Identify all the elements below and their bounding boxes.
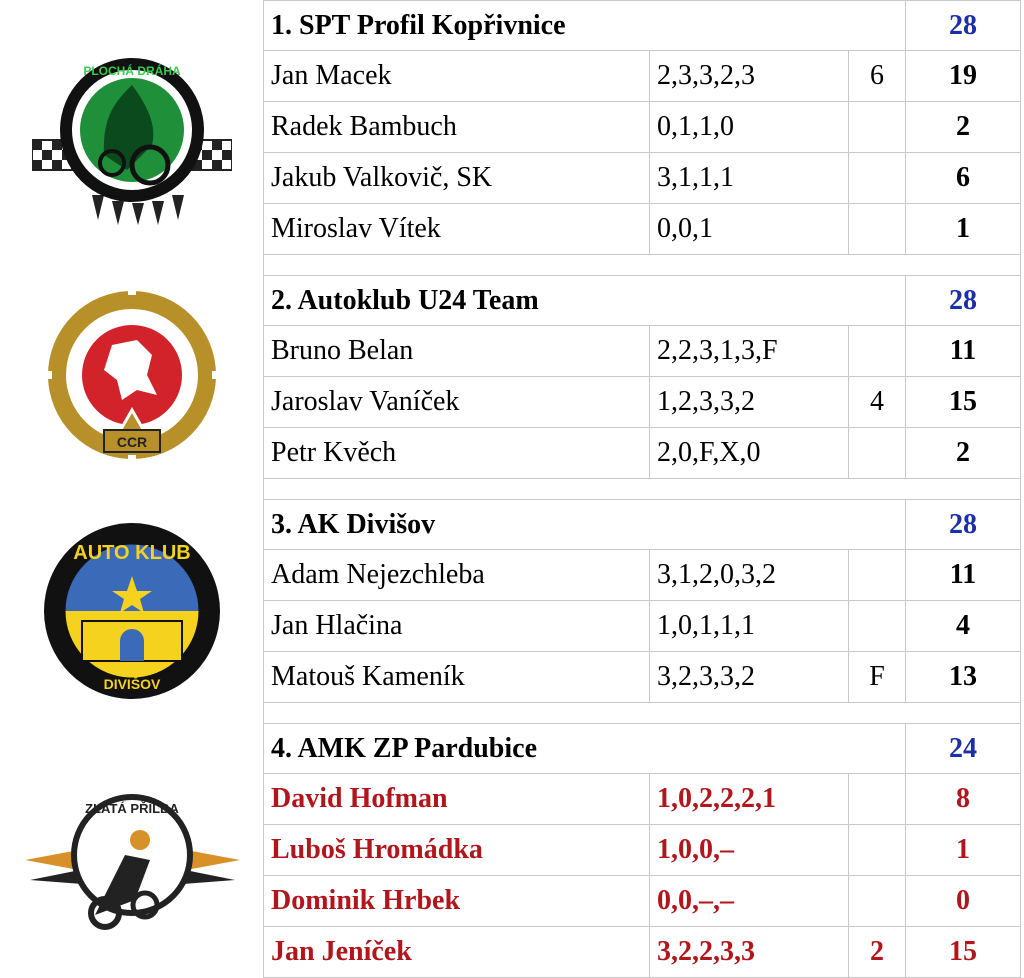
rider-total: 15 [906,927,1021,978]
rider-name: Dominik Hrbek [264,876,650,927]
rider-name: Radek Bambuch [264,102,650,153]
rider-total: 19 [906,51,1021,102]
rider-row [264,652,1021,703]
rider-heats: 2,3,3,2,3 [650,51,849,102]
rider-bonus [849,601,906,652]
zlata-prilba-logo-icon [25,785,240,935]
rider-bonus [849,550,906,601]
rider-name: Matouš Kameník [264,652,650,703]
rider-row [264,102,1021,153]
rider-total: 11 [906,326,1021,377]
rider-total: 8 [906,774,1021,825]
rider-name: Jan Jeníček [264,927,650,978]
rider-row [264,825,1021,876]
rider-heats: 0,0,–,– [650,876,849,927]
rider-total: 6 [906,153,1021,204]
rider-row [264,428,1021,479]
logo-ak-divisov [18,518,246,703]
rider-total: 0 [906,876,1021,927]
rider-total: 15 [906,377,1021,428]
rider-heats: 1,0,1,1,1 [650,601,849,652]
logo-koprivnice [18,45,246,225]
rider-heats: 2,2,3,1,3,F [650,326,849,377]
team-row [264,724,1021,774]
team-total: 28 [906,500,1021,550]
rider-row [264,927,1021,978]
logo-autoklub-cr [18,285,246,465]
rider-name: Jaroslav Vaníček [264,377,650,428]
rider-row [264,601,1021,652]
rider-name: Jan Macek [264,51,650,102]
rider-heats: 1,2,3,3,2 [650,377,849,428]
rider-name: Petr Kvěch [264,428,650,479]
rider-heats: 3,1,1,1 [650,153,849,204]
svg-text:DIVIŠOV: DIVIŠOV [103,675,161,692]
rider-total: 13 [906,652,1021,703]
rider-row [264,774,1021,825]
rider-row [264,51,1021,102]
rider-name: Bruno Belan [264,326,650,377]
spacer-row [264,479,1021,500]
rider-bonus [849,153,906,204]
rider-bonus [849,102,906,153]
rider-total: 1 [906,204,1021,255]
rider-row [264,377,1021,428]
team-total: 28 [906,276,1021,326]
rider-name: Adam Nejezchleba [264,550,650,601]
team-row [264,1,1021,51]
rider-heats: 2,0,F,X,0 [650,428,849,479]
results-table [263,0,1020,976]
rider-total: 11 [906,550,1021,601]
rider-heats: 0,1,1,0 [650,102,849,153]
team-row [264,276,1021,326]
rider-bonus [849,326,906,377]
rider-bonus: 4 [849,377,906,428]
rider-bonus [849,204,906,255]
rider-row [264,876,1021,927]
rider-row [264,326,1021,377]
rider-name: David Hofman [264,774,650,825]
rider-row [264,204,1021,255]
svg-text:ZLATÁ PŘILBA: ZLATÁ PŘILBA [84,801,179,816]
rider-total: 2 [906,428,1021,479]
team-title: 4. AMK ZP Pardubice [264,724,906,774]
rider-heats: 3,2,3,3,2 [650,652,849,703]
team-total: 24 [906,724,1021,774]
rider-name: Jakub Valkovič, SK [264,153,650,204]
rider-bonus [849,876,906,927]
rider-bonus [849,428,906,479]
rider-total: 2 [906,102,1021,153]
rider-bonus [849,774,906,825]
rider-heats: 3,2,2,3,3 [650,927,849,978]
logo-zlata-prilba [18,780,246,940]
rider-name: Miroslav Vítek [264,204,650,255]
team-title: 1. SPT Profil Kopřivnice [264,1,906,51]
speedway-koprivnice-logo-icon [32,45,232,225]
rider-bonus: F [849,652,906,703]
rider-heats: 1,0,0,– [650,825,849,876]
team-title: 3. AK Divišov [264,500,906,550]
svg-text:PLOCHÁ DRÁHA: PLOCHÁ DRÁHA [83,64,181,78]
team-total: 28 [906,1,1021,51]
rider-bonus: 6 [849,51,906,102]
team-row [264,500,1021,550]
rider-total: 1 [906,825,1021,876]
svg-text:CCR: CCR [116,434,148,450]
rider-total: 4 [906,601,1021,652]
team-title: 2. Autoklub U24 Team [264,276,906,326]
rider-heats: 1,0,2,2,2,1 [650,774,849,825]
rider-name: Luboš Hromádka [264,825,650,876]
spacer-row [264,255,1021,276]
rider-name: Jan Hlačina [264,601,650,652]
rider-heats: 3,1,2,0,3,2 [650,550,849,601]
rider-bonus: 2 [849,927,906,978]
rider-heats: 0,0,1 [650,204,849,255]
autoklub-cr-logo-icon [42,285,222,465]
ak-divisov-logo-icon [42,521,222,701]
spacer-row [264,703,1021,724]
rider-row [264,153,1021,204]
rider-bonus [849,825,906,876]
svg-text:AUTO KLUB: AUTO KLUB [73,541,191,564]
rider-row [264,550,1021,601]
